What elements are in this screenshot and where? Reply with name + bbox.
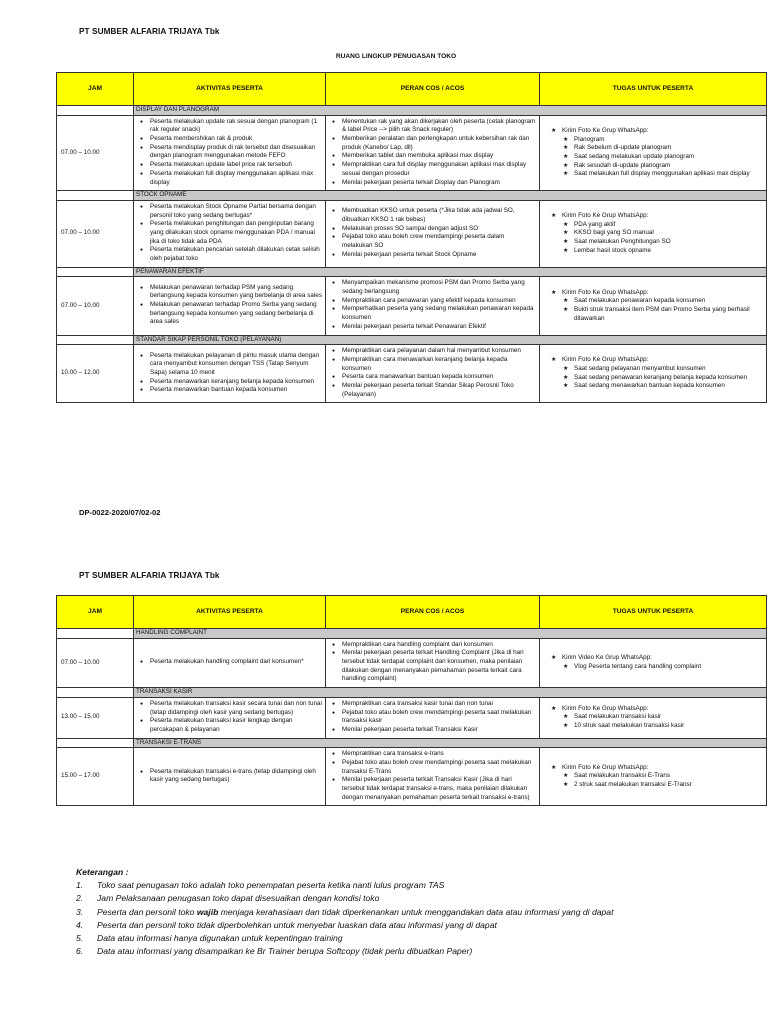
section-spacer [57, 191, 134, 201]
list-item: ★ Bukti struk transaksi item PSM dan Promo Serba yang berhasil ditawarkan [562, 306, 760, 323]
notes-list [76, 879, 756, 958]
aktivitas-list [137, 203, 322, 264]
note-text: Data atau informasi hanya digunakan untuk kepentingan training [97, 933, 343, 944]
note-item [76, 919, 756, 932]
peran-cell [326, 697, 540, 738]
list-item: ● Peserta melakukan transaksi e-trans (tetap didampingi oleh kasir yang sedang bertugas) [137, 768, 322, 785]
tugas-cell [540, 200, 767, 267]
section-row [57, 106, 767, 116]
peran-list [329, 279, 536, 331]
list-item: ● Menyampaikan mekanisme promosi PSM dan Promo Serba yang sedang berlangsung [329, 279, 536, 296]
aktivitas-cell [134, 277, 326, 335]
document-number: DP-0022-2020/07/02-02 [79, 508, 161, 517]
aktivitas-cell [134, 748, 326, 806]
note-text: Data atau informasi yang disampaikan ke Br Trainer berupa Softcopy (tidak perlu dibuatkan Paper) [97, 946, 473, 957]
peran-cell [326, 345, 540, 403]
section-title: PENAWARAN EFEKTIF [134, 267, 767, 277]
header-tugas: TUGAS UNTUK PESERTA [540, 73, 767, 106]
tugas-list [562, 772, 760, 789]
jam-cell: 13.00 – 15.00 [57, 697, 134, 738]
list-item: ● Peserta menawarkan keranjang belanja kepada konsumen [137, 378, 322, 387]
note-text: Peserta dan personil toko [97, 906, 197, 917]
notes-section [76, 866, 756, 958]
tugas-heading: ★ Kirim Foto Ke Grup WhatsApp: [548, 289, 760, 298]
table-body [57, 106, 767, 403]
peran-list [329, 347, 536, 399]
list-item: ● Peserta melakukan update label price rak tersebut\ [137, 161, 322, 170]
section-title: HANDLING COMPLAINT [134, 629, 767, 639]
note-text: Toko saat penugasan toko adalah toko penempatan peserta ketika nanti lulus program TAS [97, 880, 445, 891]
list-item: ● Menilai pekerjaan peserta terkait Stock Opname [329, 251, 536, 260]
list-item: ● Peserta cara manawarkan bantuan kepada konsumen [329, 373, 536, 382]
note-number: 4. [76, 919, 84, 930]
list-item: ● Peserta melakukan transaksi kasir lengkap dengan percakapan & pelayanan [137, 717, 322, 734]
tugas-list [562, 663, 760, 672]
list-item: ● Peserta menawarkan bantuan kepada konsumen [137, 386, 322, 395]
schedule-table-2 [56, 595, 767, 806]
section-row [57, 629, 767, 639]
tugas-list [562, 713, 760, 730]
peran-cell [326, 277, 540, 335]
section-row [57, 335, 767, 345]
list-item: ★ Planogram [562, 136, 760, 145]
tugas-cell [540, 697, 767, 738]
list-item: ● Peserta melakukan transaksi kasir secara tunai dan non tunai (tetap didampingi oleh kasir yang sedang bertugas) [137, 700, 322, 717]
list-item: ★ Lembar hasil stock opname [562, 247, 760, 256]
table-row [57, 638, 767, 687]
aktivitas-cell [134, 697, 326, 738]
list-item: ● Menilai pekerjaan peserta terkait Transaksi Kasir [329, 726, 536, 735]
list-item: ★ 2 struk saat melakukan transaksi E-Transr [562, 781, 760, 790]
list-item: ● Menilai pekerjaan peserta terkait Handling Complaint (Jika di hari tersebut tidak terdapat complaint dari konsumen, maka penilaian dilakukan dengan menanyakan pemahaman peserta terkait cara handling complaint) [329, 649, 536, 684]
list-item: ● Menentukan rak yang akan dikerjakan oleh peserta (cetak planogram & label Price --> pilih rak Snack reguler) [329, 118, 536, 135]
note-number: 2. [76, 893, 84, 904]
list-item: ● Menilai pekerjaan peserta terkait Transaksi Kasir (Jika di hari tersebut tidak terdapat transaksi e-trans, maka penilaian dilakukan dengan menanyakan pemahaman peserta terkait transaksi e-trans) [329, 776, 536, 802]
list-item: ● Melakukan penawaran terhadap Promo Serba yang sedang berlangsung kepada konsumen yang sedang berbelanja di area sales [137, 301, 322, 327]
section-row [57, 267, 767, 277]
note-number: 6. [76, 946, 84, 957]
table-header-row [57, 73, 767, 106]
header-peran: PERAN COS / ACOS [326, 73, 540, 106]
list-item: ● Peserta melakukan handling complaint dari konsumen* [137, 658, 322, 667]
header-aktivitas: AKTIVITAS PESERTA [134, 73, 326, 106]
company-name: PT SUMBER ALFARIA TRIJAYA Tbk [79, 571, 220, 580]
list-item: ● Peserta melakukan full display menggunakan aplikasi max display [137, 170, 322, 187]
list-item: ● Menilai pekerjaan peserta terkait Display dan Planogram [329, 179, 536, 188]
note-number: 1. [76, 880, 84, 891]
jam-cell: 07.00 – 10.00 [57, 277, 134, 335]
document-title: RUANG LINGKUP PENUGASAN TOKO [335, 53, 457, 60]
jam-cell: 07.00 – 10.00 [57, 200, 134, 267]
note-item [76, 945, 756, 958]
list-item: ★ Saat melakukan Penghitungan SO [562, 238, 760, 247]
jam-cell: 07.00 – 10.00 [57, 638, 134, 687]
list-item: ● Mempraktikan cara transaksi e-trans [329, 750, 536, 759]
table-row [57, 345, 767, 403]
peran-cell [326, 200, 540, 267]
jam-cell: 15.00 – 17.00 [57, 748, 134, 806]
list-item: ● Peserta melakukan Stock Opname Partial bersama dengan personil toko yang sedang bertugas* [137, 203, 322, 220]
section-spacer [57, 688, 134, 698]
aktivitas-cell [134, 345, 326, 403]
section-title: DISPLAY DAN PLANOGRAM [134, 106, 767, 116]
list-item: ● Menilai pekerjaan peserta terkait Standar Sikap Perosnil Toko (Pelayanan) [329, 382, 536, 399]
section-title: STANDAR SIKAP PERSONIL TOKO (PELAYANAN) [134, 335, 767, 345]
tugas-cell [540, 345, 767, 403]
list-item: ● Pejabat toko atau boleh crew mendampingi peserta saat melakukan transaksi E-Trans [329, 759, 536, 776]
list-item: ★ KKSO bagi yang SO manual [562, 229, 760, 238]
tugas-heading: ★ Kirim Foto Ke Grup WhatsApp: [548, 212, 760, 221]
list-item: ● Mempraktikan cara full display menggunakan aplikasi max display sesuai dengan prosedur [329, 161, 536, 178]
list-item: ★ Saat melakukan penawaran kepada konsumen [562, 297, 760, 306]
list-item: ● Memberikan peralatan dan perlengkapan untuk kebersihan rak dan produk (Kanebo/ Lap, dll) [329, 135, 536, 152]
section-spacer [57, 629, 134, 639]
peran-cell [326, 748, 540, 806]
list-item: ★ Vlog Peserta tentang cara handling complaint [562, 663, 760, 672]
list-item: ● Membuatkan KKSO untuk peserta (*Jika tidak ada jadwal SO, dibuatkan KKSO 1 rak bebas) [329, 207, 536, 224]
tugas-heading: ★ Kirim Foto Ke Grup WhatsApp: [548, 127, 760, 136]
peran-list [329, 750, 536, 802]
header-peran: PERAN COS / ACOS [326, 596, 540, 629]
list-item: ★ Rak Sebelum di-update planogram [562, 144, 760, 153]
section-spacer [57, 106, 134, 116]
note-number: 3. [76, 906, 84, 917]
tugas-list [562, 136, 760, 179]
list-item: ★ Rak sesudah di-update planogram [562, 162, 760, 171]
jam-cell: 10.00 – 12.00 [57, 345, 134, 403]
notes-heading: Keterangan : [76, 867, 129, 877]
tugas-heading: ★ Kirim Foto Ke Grup WhatsApp: [548, 705, 760, 714]
list-item: ● Mempraktikan cara pelayanan dalam hal menyambut konsumen [329, 347, 536, 356]
aktivitas-list [137, 352, 322, 395]
tugas-cell [540, 277, 767, 335]
peran-list [329, 207, 536, 259]
note-text: Peserta dan personil toko tidak diperbolehkan untuk menyebar luaskan data atau informasi yang di dapat [97, 919, 497, 930]
list-item: ● Peserta mendisplay produk di rak tersebut dan disesuaikan dengan planogram menggunakan metode FEFO [137, 144, 322, 161]
tugas-list [562, 365, 760, 391]
aktivitas-list [137, 118, 322, 188]
section-row [57, 688, 767, 698]
table-row [57, 277, 767, 335]
list-item: ● Mempraktikan cara menawarkan keranjang belanja kepada konsumen [329, 356, 536, 373]
table-row [57, 200, 767, 267]
aktivitas-cell [134, 200, 326, 267]
peran-list [329, 641, 536, 684]
list-item: ★ Saat melakukan full display menggunakan aplikasi max display [562, 170, 760, 179]
company-name: PT SUMBER ALFARIA TRIJAYA Tbk [79, 27, 220, 36]
note-item [76, 879, 756, 892]
note-item [76, 906, 756, 919]
aktivitas-list [137, 768, 322, 785]
list-item: ● Mempraktikan cara penawaran yang efektif kepada konsumen [329, 297, 536, 306]
aktivitas-cell [134, 115, 326, 191]
header-aktivitas: AKTIVITAS PESERTA [134, 596, 326, 629]
note-item [76, 892, 756, 905]
list-item: ★ Saat sedang penawaran keranjang belanja kepada konsumen [562, 374, 760, 383]
list-item: ● Mempraktikan cara transaksi kasir tunai dan non tunai [329, 700, 536, 709]
aktivitas-list [137, 700, 322, 735]
list-item: ● Pejabat toko atau boleh crew mendampingi peserta saat melakukan transaksi kasir [329, 709, 536, 726]
section-title: STOCK OPNAME [134, 191, 767, 201]
note-item [76, 932, 756, 945]
aktivitas-cell [134, 638, 326, 687]
header-jam: JAM [57, 73, 134, 106]
table-row [57, 697, 767, 738]
note-text: menjaga kerahasiaan dan tidak diperkenankan untuk menggandakan data atau informasi yang di dapat [218, 906, 614, 917]
section-row [57, 191, 767, 201]
tugas-cell [540, 115, 767, 191]
list-item: ● Pejabat toko atau boleh crew mendampingi peserta dalam melakukan SO [329, 233, 536, 250]
tugas-cell [540, 638, 767, 687]
tugas-list [562, 221, 760, 256]
list-item: ● Peserta melakukan penghitungan dan penginputan barang yang dilakukan stock opname menggunakan PDA / manual jika di toko tidak ada PDA [137, 220, 322, 246]
tugas-heading: ★ Kirim Foto Ke Grup WhatsApp: [548, 356, 760, 365]
peran-list [329, 118, 536, 188]
list-item: ★ Saat sedang pelayanan menyambut konsumen [562, 365, 760, 374]
tugas-list [562, 297, 760, 323]
section-spacer [57, 267, 134, 277]
section-row [57, 738, 767, 748]
jam-cell: 07.00 – 10.00 [57, 115, 134, 191]
tugas-heading: ★ Kirim Foto Ke Grup WhatsApp: [548, 764, 760, 773]
list-item: ● Peserta melakukan pelayanan di pintu masuk utama dengan cara menyambut konsumen dengan TSS (Tatap Senyum Sapa) selama 10 menit [137, 352, 322, 378]
peran-cell [326, 115, 540, 191]
list-item: ★ Saat melakukan transaksi kasir [562, 713, 760, 722]
list-item: ● Peserta melakukan pencarian setelah dilakukan cetak selisih oleh pejabat toko [137, 246, 322, 263]
list-item: ● Melakukan proses SO sampai dengan adjust SO [329, 225, 536, 234]
table-body [57, 629, 767, 806]
list-item: ★ Saat melakukan transaksi E-Trans [562, 772, 760, 781]
note-text: Jam Pelaksanaan penugasan toko dapat disesuaikan dengan kondisi toko [97, 893, 380, 904]
list-item: ★ 10 struk saat melakukan transaksi kasir [562, 722, 760, 731]
tugas-cell [540, 748, 767, 806]
list-item: ● Memberikan tablet dan membuka aplikasi max display [329, 152, 536, 161]
list-item: ● Memperhatikan peserta yang sedang melakukan penawaran kepada konsumen [329, 305, 536, 322]
table-row [57, 748, 767, 806]
table-header-row [57, 596, 767, 629]
table-row [57, 115, 767, 191]
list-item: ● Peserta melakukan update rak sesuai dengan planogram (1 rak reguler snack) [137, 118, 322, 135]
section-spacer [57, 738, 134, 748]
aktivitas-list [137, 284, 322, 327]
section-title: TRANSAKSI KASIR [134, 688, 767, 698]
schedule-table-1 [56, 72, 767, 403]
header-jam: JAM [57, 596, 134, 629]
peran-list [329, 700, 536, 735]
section-spacer [57, 335, 134, 345]
list-item: ● Melakukan penawaran terhadap PSM yang sedang berlangsung kepada konsumen yang berbelanja di area sales [137, 284, 322, 301]
list-item: ● Menilai pekerjaan peserta terkait Penawaran Efektif [329, 323, 536, 332]
tugas-heading: ★ Kirim Video Ke Grup WhatsApp: [548, 654, 760, 663]
section-title: TRANSAKSI E-TRANS [134, 738, 767, 748]
aktivitas-list [137, 658, 322, 667]
peran-cell [326, 638, 540, 687]
header-tugas: TUGAS UNTUK PESERTA [540, 596, 767, 629]
note-emphasis: wajib [196, 906, 219, 917]
list-item: ● Mempraktikan cara handling complaint dari konsumen [329, 641, 536, 650]
list-item: ● Peserta membershikan rak & produk [137, 135, 322, 144]
note-number: 5. [76, 933, 84, 944]
list-item: ★ Saat sedang melakukan update planogram [562, 153, 760, 162]
list-item: ★ Saat sedang menawarkan bantuan kepada konsumen [562, 382, 760, 391]
list-item: ★ PDA yang aktif [562, 221, 760, 230]
